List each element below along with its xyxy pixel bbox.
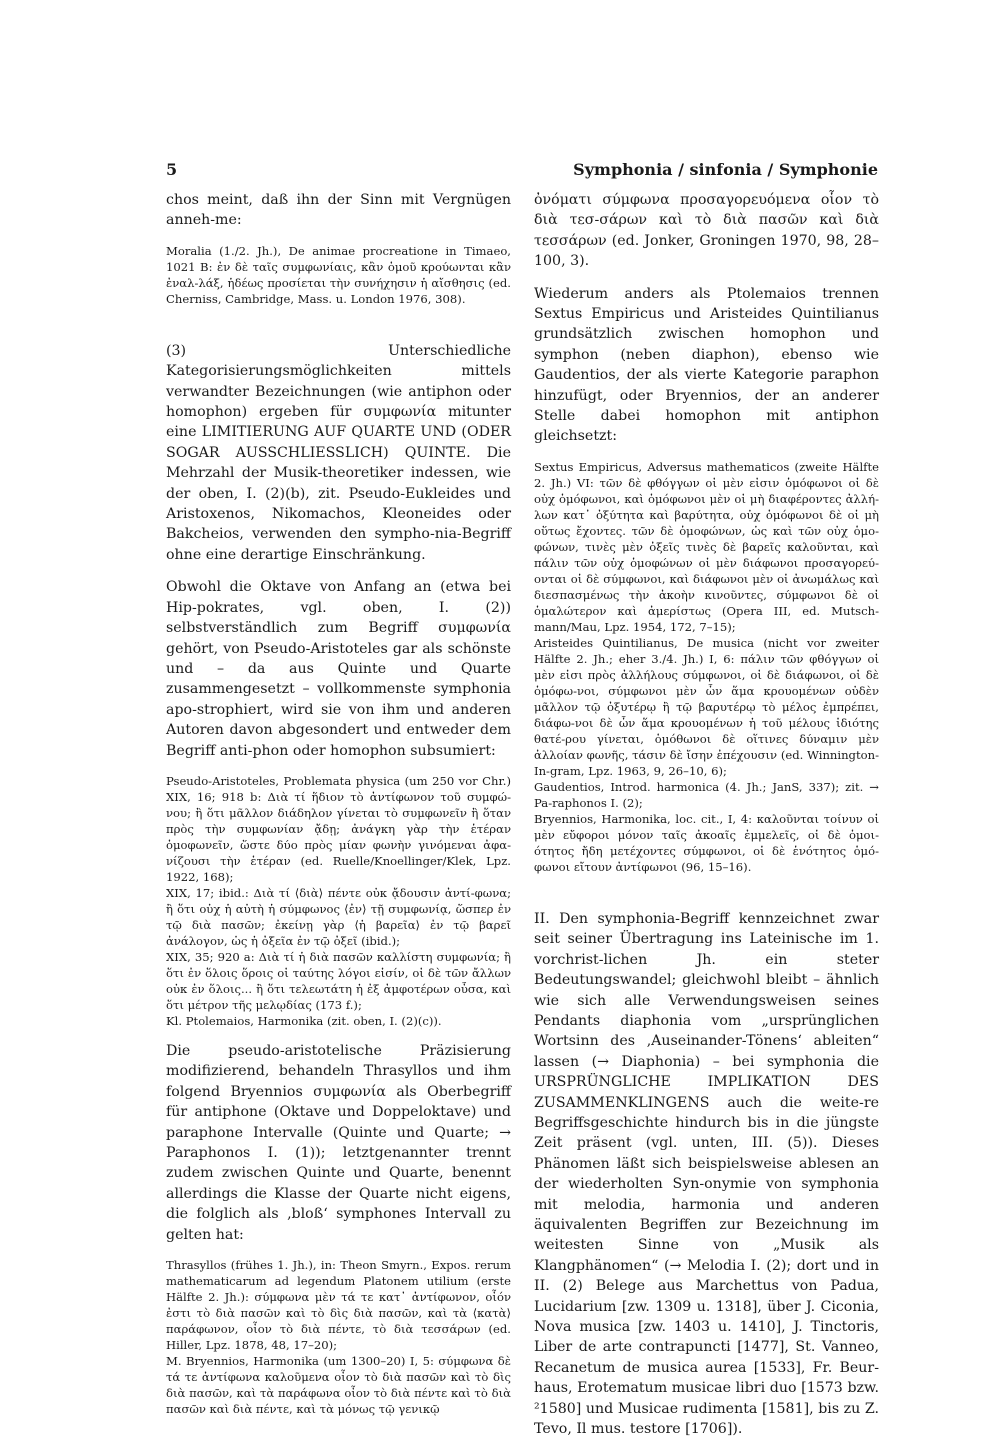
paragraph-gap bbox=[166, 565, 511, 577]
citation-paragraph: Kl. Ptolemaios, Harmonika (zit. oben, I. (2)(c)). bbox=[166, 1013, 442, 1028]
paragraph-gap bbox=[166, 307, 511, 341]
paragraph-gap bbox=[166, 231, 511, 243]
citation-paragraph: Sextus Empiricus, Adversus mathematicos (zweite Hälfte 2. Jh.) VI: τῶν δὲ φθόγγων οἱ μὲν εἰσιν ὁμόφωνοι οἱ δὲ οὐχ ὁμόφωνοι, καὶ ὁμόφωνοι μὲν οἱ μὴ διαφέροντες ἀλλή-λων κατ᾽ ὀξύτητα καὶ βαρύτητα, οὐχ ὁμόφωνοι δὲ οἱ μὴ οὕτως ἔχοντες. τῶν δὲ ὁμοφώνων, ὡς καὶ τῶν οὐχ ὁμο-φώνων, τινὲς μὲν ὀξεῖς τινὲς δὲ βαρεῖς καλοῦνται, καὶ πάλιν τῶν οὐχ ὁμοφώνων οἱ μὲν διάφωνοι προσαγορεύ-ονται οἱ δὲ σύμφωνοι, καὶ διάφωνοι μὲν οἱ ἀνωμάλως καὶ διεσπασμένως τὴν ἀκοὴν κινοῦντες, σύμφωνοι δὲ οἱ ὁμαλώτερον καὶ ἀμερίστως (Opera III, ed. Mutsch-mann/Mau, Lpz. 1954, 172, 7–15); bbox=[534, 459, 879, 634]
body-paragraph: Die pseudo-aristotelische Präzisierung modifizierend, behandeln Thrasyllos und ihm folgend Bryennios συμφωνία als Oberbegriff für antiphone (Oktave und Doppeloktave) und paraphone Intervalle (Quinte und Quarte; → Paraphonos I. (1)); letztgenannter trennt zudem zwischen Quinte und Quarte, benennt allerdings die Klasse der Quarte nicht eigens, die folglich als ‚bloß‘ symphones Intervall zu gelten hat: bbox=[166, 1042, 511, 1243]
citation-paragraph: XIX, 35; 920 a: Διὰ τί ἡ διὰ πασῶν καλλίστη συμφωνία; ἢ ὅτι ἐν ὅλοις ὅροις οἱ ταύτης λόγοι εἰσίν, οἱ δὲ τῶν ἄλλων οὐκ ἐν ὅλοις... ἢ ὅτι τελεωτάτη ἡ ἐξ ἀμφοτέρων οὖσα, καὶ ὅτι μέτρον τῆς μελῳδίας (173 f.); bbox=[166, 949, 511, 1012]
left-column bbox=[166, 190, 511, 1417]
page-number: 5 bbox=[166, 160, 178, 179]
citation-paragraph: Bryennios, Harmonika, loc. cit., I, 4: καλοῦνται τοίνυν οἱ μὲν εὔφοροι μόνον ταῖς ἀκοαῖς ἐμμελεῖς, οἱ δὲ ὁμοι-ότητος ἤδη μετέχοντες σύμφωνοι, οἱ δὲ ἑνότητος ὁμό-φωνοι εἴτουν ἀντίφωνοι (96, 15–16). bbox=[534, 811, 879, 874]
citation-paragraph: Aristeides Quintilianus, De musica (nicht vor zweiter Hälfte 2. Jh.; eher 3./4. Jh.) I, 6: πάλιν τῶν φθόγγων οἱ μὲν εἰσι πρὸς ἀλλήλους σύμφωνοι, οἱ δὲ διάφωνοι, οἱ δὲ ὁμόφω-νοι, σύμφωνοι μὲν ὧν ἅμα κρουομένων οὐδὲν μᾶλλον τῷ ὀξυτέρῳ ἢ τῷ βαρυτέρῳ τὸ μέλος ἐμπρέπει, διάφω-νοι δὲ ὧν ἅμα κρουομένων ἡ τοῦ μέλους ἰδιότης θατέ-ρου γίνεται, ὁμόθωνοι δὲ οἵτινες δύναμιν μὲν ἀλλοίαν φωνῆς, τάσιν δὲ ἴσην ἐπέχουσιν (ed. Winnington-In-gram, Lpz. 1963, 9, 26–10, 6); bbox=[534, 635, 879, 778]
citation-paragraph: XIX, 17; ibid.: Διὰ τί ⟨διὰ⟩ πέντε οὐκ ᾄδουσιν ἀντί-φωνα; ἢ ὅτι οὐχ ἡ αὐτὴ ἡ σύμφωνος ⟨ἐν⟩ τῇ συμφωνίᾳ, ὥσπερ ἐν τῷ διὰ πασῶν; ἐκείνῃ γὰρ ⟨ἡ βαρεῖα⟩ ἐν τῷ βαρεῖ ἀνάλογον, ὡς ἡ ὀξεῖα ἐν τῷ ὀξεῖ (ibid.); bbox=[166, 885, 511, 948]
paragraph-gap bbox=[166, 1245, 511, 1257]
paragraph-gap bbox=[534, 272, 879, 284]
body-paragraph: ὀνόματι σύμφωνα προσαγορευόμενα οἷον τὸ διὰ τεσ-σάρων καὶ τὸ διὰ πασῶν καὶ διὰ τεσσάρων (ed. Jonker, Groningen 1970, 98, 28–100, 3). bbox=[534, 192, 879, 270]
body-paragraph: chos meint, daß ihn der Sinn mit Vergnügen anneh-me: bbox=[166, 192, 511, 229]
paragraph-gap bbox=[534, 447, 879, 459]
citation-paragraph: Pseudo-Aristoteles, Problemata physica (um 250 vor Chr.) XIX, 16; 918 b: Διὰ τί ἥδιον τὸ ἀντίφωνον τοῦ συμφώ-νου; ἢ ὅτι μᾶλλον διάδηλον γίνεται τὸ συμφωνεῖν ἢ ὅταν πρὸς τὴν συμφωνίαν ᾄδῃ; ἀνάγκη γὰρ τὴν ἑτέραν ὁμοφωνεῖν, ὥστε δύο πρὸς μίαν φωνὴν γινόμεναι ἀφα-νίζουσι τὴν ἑτέραν (ed. Ruelle/Knoellinger/Klek, Lpz. 1922, 168); bbox=[166, 773, 511, 884]
citation-paragraph: M. Bryennios, Harmonika (um 1300–20) I, 5: σύμφωνα δὲ τά τε ἀντίφωνα καλοῦμενα οἷον τὸ διὰ πασῶν καὶ τὸ δὶς διὰ πασῶν, καὶ τὰ παράφωνα οἷον τὸ διὰ πέντε καὶ τὸ διὰ πασῶν καὶ διὰ πέντε, καὶ τὰ μόνως τῷ γενικῷ bbox=[166, 1354, 511, 1416]
running-title: Symphonia / sinfonia / Symphonie bbox=[573, 160, 878, 179]
paragraph-gap bbox=[534, 875, 879, 909]
citation-paragraph: Moralia (1./2. Jh.), De animae procreatione in Timaeo, 1021 B: ἐν δὲ ταῖς συμφωνίαις, κἂν ὁμοῦ κρούωνται κἂν ἐναλ-λάξ, ἡδέως προσίεται τὴν συνήχησιν ἡ αἴσθησις (ed. Cherniss, Cambridge, Mass. u. London 1976, 308). bbox=[166, 243, 511, 306]
citation-paragraph: Thrasyllos (frühes 1. Jh.), in: Theon Smyrn., Expos. rerum mathematicarum ad legendum Platonem utilium (erste Hälfte 2. Jh.): σύμφωνα μὲν τά τε κατ᾽ ἀντίφωνον, οἷόν ἐστι τὸ διὰ πασῶν καὶ τὸ δὶς διὰ πασῶν, καὶ τὰ ⟨κατὰ⟩ παράφωνον, οἷον τὸ διὰ πέντε, τὸ διὰ τεσσάρων (ed. Hiller, Lpz. 1878, 48, 17–20); bbox=[166, 1258, 511, 1352]
paragraph-gap bbox=[166, 761, 511, 773]
body-paragraph: (3) Unterschiedliche Kategorisierungsmöglichkeiten mittels verwandter Bezeichnungen (wie antiphon oder homophon) ergeben für συμφωνία mitunter eine LIMITIERUNG AUF QUARTE UND (ODER SOGAR AUSSCHLIESSLICH) QUINTE. Die Mehrzahl der Musik-theoretiker indessen, wie der oben, I. (2)(b), zit. Pseudo-Eukleides und Aristoxenos, Nikomachos, Kleoneides oder Bakcheios, verwenden den sympho-nia-Begriff ohne eine derartige Einschränkung. bbox=[166, 342, 511, 563]
citation-paragraph: Gaudentios, Introd. harmonica (4. Jh.; JanS, 337); zit. → Pa-raphonos I. (2); bbox=[534, 779, 879, 810]
body-paragraph: II. Den symphonia-Begriff kennzeichnet zwar seit seiner Übertragung ins Lateinische im 1. vorchrist-lichen Jh. ein steter Bedeutungswandel; gleichwohl bleibt – ähnlich wie sich alle Verwendungsweisen seines Pendants diaphonia vom „ursprünglichen Wortsinn des ‚Auseinander-Tönens‘ ableiten“ lassen (→ Diaphonia) – bei symphonia die URSPRÜNGLICHE IMPLIKATION DES ZUSAMMENKLINGENS auch die weite-re Begriffsgeschichte hindurch bis in die jüngste Zeit präsent (vgl. unten, III. (5)). Dieses Phänomen läßt sich beispielsweise ablesen an der wiederholten Syn-onymie von symphonia mit melodia, harmonia und anderen äquivalenten Begriffen zur Bezeichnung im weitesten Sinne von „Musik als Klangphänomen“ (→ Melodia I. (2); dort und in II. (2) Belege aus Marchettus von Padua, Lucidarium [zw. 1309 u. 1318], über J. Ciconia, Nova musica [zw. 1403 u. 1410], J. Tinctoris, Liber de arte contrapuncti [1477], St. Vanneo, Recanetum de musica aurea [1533], Fr. Beur-haus, Erotematum musicae libri duo [1573 bzw. ²1580] und Musicae rudimenta [1581], bis zu Z. Tevo, Il mus. testore [1706]). bbox=[534, 910, 879, 1438]
right-column bbox=[534, 190, 879, 1439]
body-paragraph: Obwohl die Oktave von Anfang an (etwa bei Hip-pokrates, vgl. oben, I. (2)) selbstverständlich zum Begriff συμφωνία gehört, von Pseudo-Aristoteles gar als schönste und – da aus Quinte und Quarte zusammengesetzt – vollkommenste symphonia apo-strophiert, wird sie von ihm und anderen Autoren davon abgesondert und entweder dem Begriff anti-phon oder homophon subsumiert: bbox=[166, 579, 511, 759]
paragraph-gap bbox=[166, 1029, 511, 1041]
body-paragraph: Wiederum anders als Ptolemaios trennen Sextus Empiricus und Aristeides Quintilianus grundsätzlich zwischen homophon und symphon (neben diaphon), ebenso wie Gaudentios, der als vierte Kategorie paraphon hinzufügt, oder Bryennios, der an anderer Stelle dabei homophon mit antiphon gleichsetzt: bbox=[534, 285, 879, 445]
page-header bbox=[166, 160, 878, 182]
